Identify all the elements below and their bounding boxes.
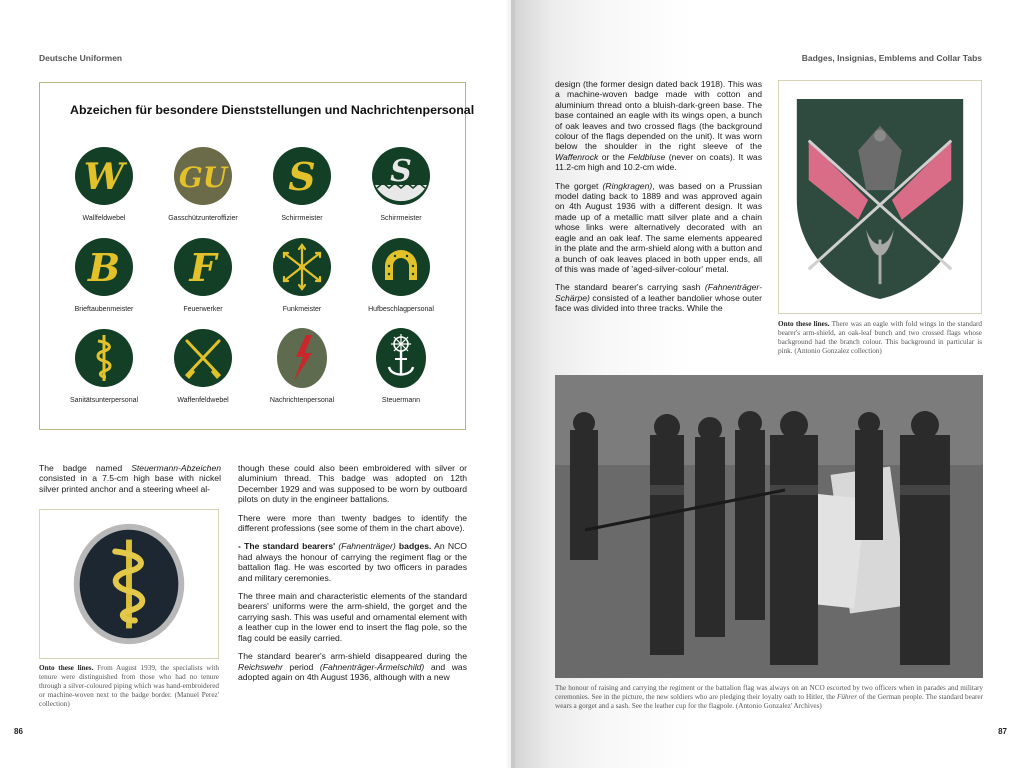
page-number-right: 87 [998, 727, 1007, 736]
paragraph: There were more than twenty badges to identify the different professions (see some of them in the chart above). [238, 512, 467, 534]
badge-schirrmeister-2 [351, 145, 451, 235]
badge-steuermann [351, 327, 451, 417]
arm-shield-photo [779, 81, 981, 313]
text-run-italic: Reichswehr [238, 661, 283, 672]
text-run-italic: (Fahnenträger-Schärpe) [555, 282, 762, 303]
text-run: The gorget [555, 180, 603, 191]
text-run: , was based on a Prussian model dating back to 1889 and was approved again on 4th August 1936 with a different design. It was made up of a metallic matt silver plate and a chain whose links were alternatively decorated with an eagle and an oak leaf. The same elements appeared in the plate and the arm-shield along with a button and a bunch of oak leaves placed in both upper ends, all of this was made of 'aged-silver-colour' metal. [555, 180, 763, 274]
text-run-italic: (Fahnenträger-Ärmelschild) [319, 661, 425, 672]
badge-brieftaubenmeister [54, 236, 154, 326]
badge-label: Hufbeschlagpersonal [368, 306, 434, 313]
gutter [505, 0, 515, 768]
text-column-c [555, 79, 762, 322]
gothic-gu-icon [173, 145, 233, 207]
caption-left [39, 664, 219, 709]
badge-label: Brieftaubenmeister [74, 306, 134, 313]
caption-text: From August 1939, the specialists with tenure were distinguished from those who had no tenure through a silver-coloured piping which was hand-embroidered or machine-woven next to the badge border. (Manuel Perez' collection) [39, 664, 220, 708]
svg-text:GU: GU [178, 161, 228, 194]
gothic-s-wheel-icon [371, 145, 431, 207]
text-run-italic: Feldbluse [628, 151, 666, 162]
badge-label: Sanitätsunterpersonal [69, 397, 139, 404]
medical-badge-photo [40, 510, 218, 658]
badge-label: Funkmeister [282, 306, 322, 313]
caption-text: of the German people. The standard bearer wears a gorget and a sash. See the leather cup for the flagpole. (Antonio Gonzalez' Archives) [555, 692, 983, 710]
text-run: period [282, 661, 320, 672]
caption-text: There was an eagle with fold wings in the standard bearer's arm-shield, an oak-leaf bunch and two crossed flags whose background had the branch colour. This background in particular is pink. (Antonio Gonzalez collection) [778, 320, 983, 355]
badge-gasschutzunteroffizier [153, 145, 253, 235]
paragraph: though these could also been embroidered with silver or aluminium thread. This badge was adopted on 12th December 1929 and was supposed to be worn by outboard pilots on duty in the engineer battalions. [238, 463, 467, 505]
badge-label: Waffenfeldwebel [177, 397, 229, 404]
badge-label: Schirrmeister [380, 215, 422, 222]
paragraph [238, 541, 467, 583]
text-column-a [39, 463, 221, 502]
paragraph [555, 282, 762, 313]
crossed-rifles-icon [173, 327, 233, 389]
badge-hufbeschlagpersonal [351, 236, 451, 326]
svg-text:B: B [87, 245, 121, 290]
running-head-left: Deutsche Uniformen [39, 53, 123, 63]
lightning-bolts-icon [272, 236, 332, 298]
text-run-italic: (Ringkragen) [602, 180, 653, 191]
text-run-italic: Steuermann-Abzeichen [131, 463, 221, 473]
badge-funkmeister [252, 236, 352, 326]
horseshoe-icon [371, 236, 431, 298]
caption-right-top [778, 320, 982, 356]
caption-label: Onto these lines. [39, 664, 94, 672]
text-run: consisted in a 7.5-cm high base with nickel silver printed anchor and a steering wheel al- [39, 473, 221, 494]
text-run-bold: - The standard bearers' [238, 541, 339, 552]
chart-title: Abzeichen für besondere Dienststellungen und Nachrichtenpersonal [70, 103, 475, 117]
svg-text:F: F [189, 245, 217, 290]
text-run: and was adopted again on 4th August 1936, although with a new [238, 661, 467, 682]
paragraph [238, 651, 467, 682]
badge-label: Wallfeldwebel [82, 215, 126, 222]
red-lightning-icon [272, 327, 332, 389]
badge-label: Steuermann [381, 397, 421, 404]
text-run: An NCO had always the honour of carrying the regiment flag or the battalion flag. He was escorted by two officers in parades and military ceremonies. [238, 541, 467, 583]
page-number-left: 86 [14, 727, 23, 736]
badge-chart [39, 82, 475, 430]
photo-medical-badge [39, 509, 219, 659]
gothic-f-icon [173, 236, 233, 298]
paragraph: The three main and characteristic elements of the standard bearers' uniforms were the arm-shield, the gorget and the carrying sash. This was useful and ornamental element with a leather cup in the lower end to insert the flag pole, so the flag could be easily carried. [238, 591, 467, 643]
caption-text-italic: Führer [836, 692, 858, 701]
badge-label: Feuerwerker [183, 306, 223, 313]
text-run-italic: Waffenrock [555, 151, 599, 162]
badge-schirrmeister [252, 145, 352, 235]
running-head-right: Badges, Insignias, Emblems and Collar Tabs [801, 53, 982, 63]
svg-text:S: S [390, 154, 412, 189]
text-run: (never on coats). It was 11.2-cm high and 10.2-cm wide. [555, 151, 762, 173]
text-run: design (the former design dated back 1918). This was a machine-woven badge made with cotton and aluminium thread onto a bluish-dark-green base. The base contained an eagle with its wings open, a bunch of oak leaves and two crossed flags (the background colour of the flags depended on the unit). It was worn below the shoulder in the right sleeve of the [555, 79, 762, 152]
aesculapius-staff-icon [74, 327, 134, 389]
badge-label: Nachrichtenpersonal [269, 397, 335, 404]
gothic-w-icon [74, 145, 134, 207]
gothic-b-icon [74, 236, 134, 298]
photo-flag-ceremony [555, 375, 983, 678]
text-column-b [238, 463, 467, 690]
flag-ceremony-photo [555, 375, 983, 678]
gothic-s-icon [272, 145, 332, 207]
anchor-wheel-icon [371, 327, 431, 389]
caption-text: The honour of raising and carrying the regiment or the battalion flag was always on an NCO escorted by two officers when in parades and military ceremonies. See in the picture, the new soldiers who are pledging their loyalty oath to Hitler, the [555, 684, 983, 701]
badge-sanitatsunterpersonal [54, 327, 154, 417]
text-run: or the [598, 151, 629, 162]
text-run: The standard bearer's arm-shield disappeared during the [238, 651, 467, 662]
text-run: The standard bearer's carrying sash [555, 282, 705, 293]
photo-arm-shield [778, 80, 982, 314]
paragraph [39, 463, 221, 494]
badge-nachrichtenpersonal [252, 327, 352, 417]
badge-waffenfeldwebel [153, 327, 253, 417]
caption-label: Onto these lines. [778, 320, 830, 328]
caption-right-bottom [555, 684, 983, 711]
text-run-bold: badges. [395, 541, 432, 552]
paragraph [555, 181, 762, 275]
badge-wallfeldwebel [54, 145, 154, 235]
badge-label: Schirrmeister [281, 215, 323, 222]
text-run-italic: (Fahnenträger) [338, 541, 396, 552]
text-run: The badge named [39, 463, 132, 473]
paragraph [555, 79, 762, 173]
svg-text:W: W [83, 156, 125, 198]
badge-feuerwerker [153, 236, 253, 326]
svg-text:S: S [288, 154, 316, 199]
text-run: consisted of a leather bandolier whose outer face was divided into three tracks. While the [555, 292, 762, 314]
badge-label: Gasschützunteroffizier [168, 215, 238, 222]
